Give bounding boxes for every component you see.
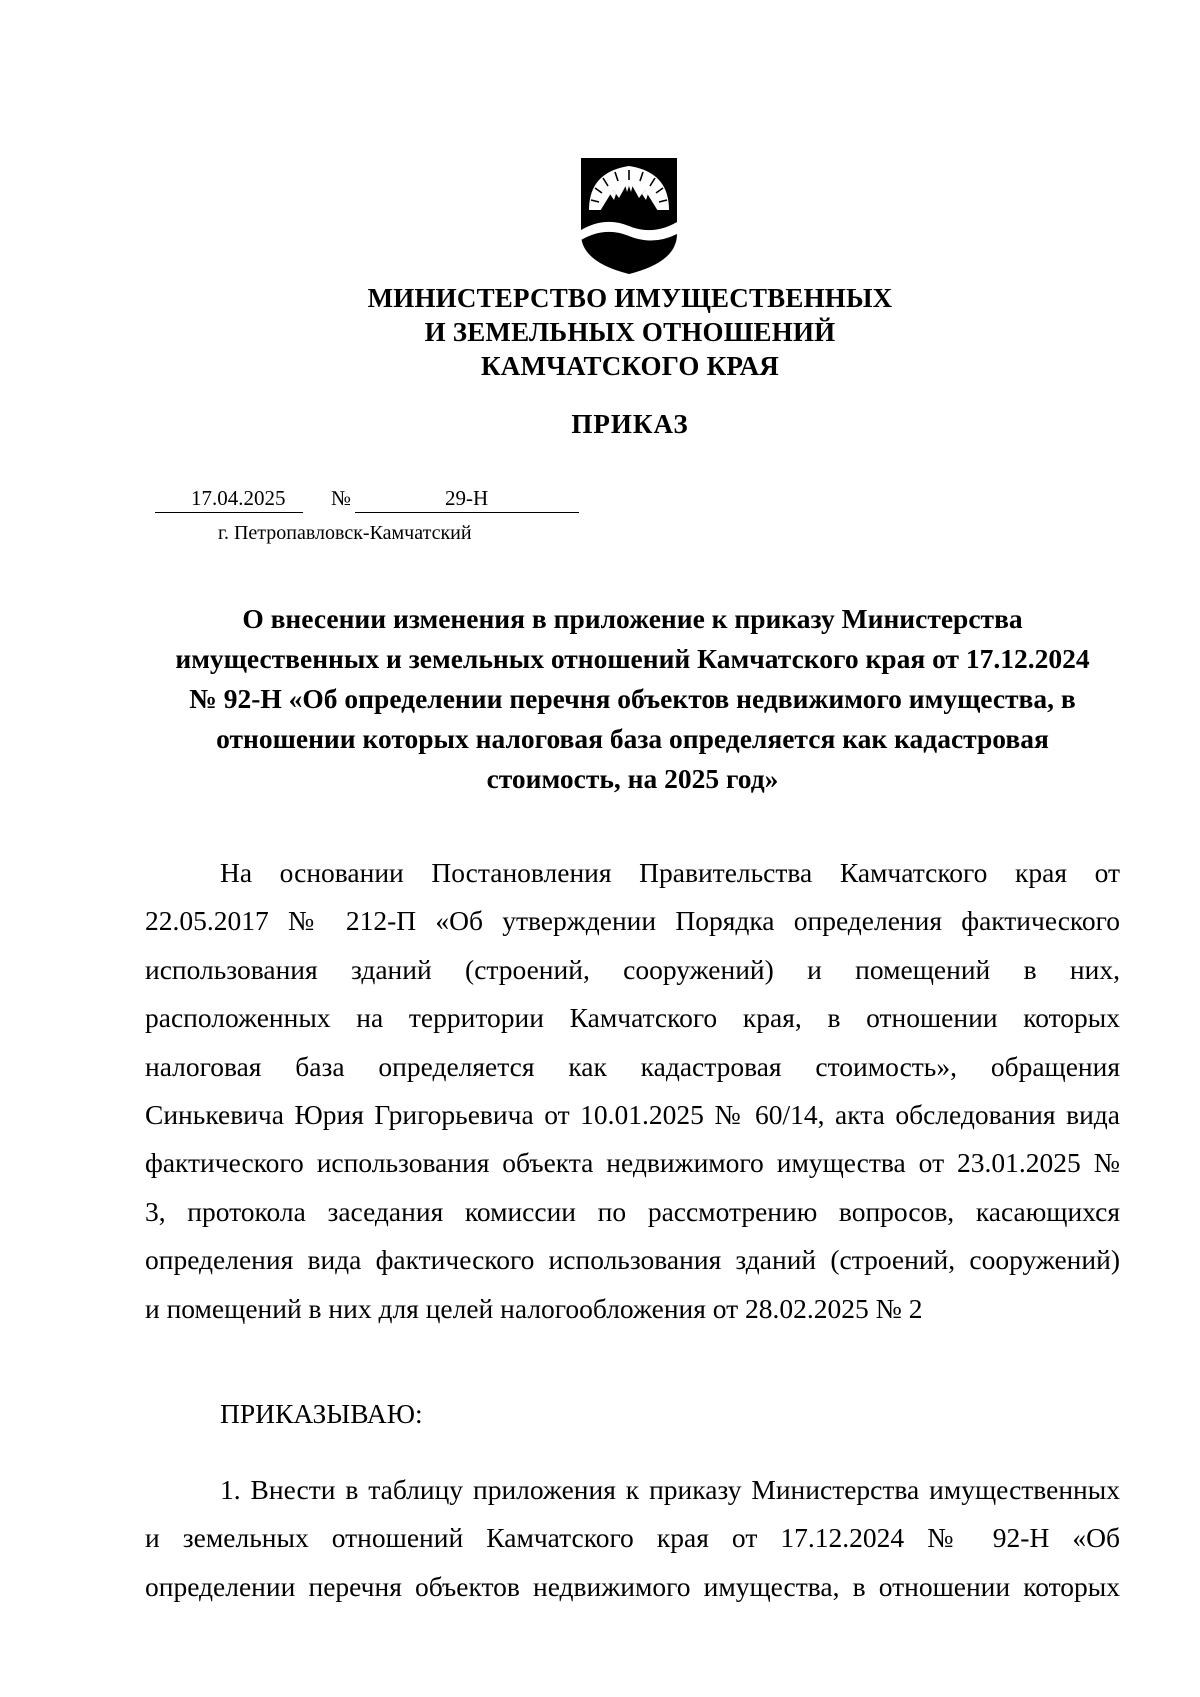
preamble-line: 3, протокола заседания комиссии по рассмотрению вопросов, касающихся — [145, 1195, 1120, 1227]
subject-line-3: № 92-Н «Об определении перечня объектов недвижимого имущества, в — [189, 683, 1076, 714]
item-1-line: определении перечня объектов недвижимого имущества, в отношении которых — [145, 1570, 1120, 1602]
coat-of-arms-emblem — [575, 150, 683, 278]
preamble-line: определения вида фактического использования зданий (строений, сооружений) — [145, 1244, 1120, 1276]
number-sign: № — [331, 486, 352, 510]
subject-line-4: отношении которых налоговая база определяется как кадастровая — [216, 723, 1049, 754]
order-date: 17.04.2025 — [191, 486, 286, 510]
city-name: г. Петропавловск-Камчатский — [218, 522, 472, 544]
preamble-paragraph — [145, 849, 1120, 1333]
ministry-line-3: КАМЧАТСКОГО КРАЯ — [481, 351, 779, 381]
preamble-line: расположенных на территории Камчатского края, в отношении которых — [145, 1002, 1120, 1034]
item-1-paragraph — [145, 1466, 1120, 1611]
preamble-line: На основании Постановления Правительства Камчатского края от — [220, 857, 1120, 888]
order-number: 29-Н — [445, 486, 489, 510]
preamble-line: налоговая база определяется как кадастровая стоимость», обращения — [145, 1050, 1120, 1082]
document-type: ПРИКАЗ — [571, 409, 689, 439]
ministry-line-2: И ЗЕМЕЛЬНЫХ ОТНОШЕНИЙ — [424, 317, 836, 347]
subject-line-2: имущественных и земельных отношений Камчатского края от 17.12.2024 — [175, 643, 1090, 674]
item-1-line: и земельных отношений Камчатского края от 17.12.2024 № 92-Н «Об — [145, 1522, 1120, 1554]
date-underline — [155, 512, 303, 513]
item-1-line: 1. Внести в таблицу приложения к приказу Министерства имущественных — [220, 1474, 1120, 1505]
order-subject — [145, 599, 1120, 799]
number-underline — [355, 512, 579, 513]
ministry-line-1: МИНИСТЕРСТВО ИМУЩЕСТВЕННЫХ — [367, 283, 893, 313]
subject-line-1: О внесении изменения в приложение к приказу Министерства — [242, 603, 1023, 634]
preamble-line: фактического использования объекта недвижимого имущества от 23.01.2025 № — [145, 1147, 1120, 1179]
preamble-line: Синькевича Юрия Григорьевича от 10.01.2025 № 60/14, акта обследования вида — [145, 1099, 1120, 1131]
preamble-line: использования зданий (строений, сооружений) и помещений в них, — [145, 953, 1120, 985]
preamble-line: 22.05.2017 № 212-П «Об утверждении Порядка определения фактического — [145, 905, 1120, 937]
subject-line-5: стоимость, на 2025 год» — [486, 763, 779, 794]
preamble-line: и помещений в них для целей налогообложения от 28.02.2025 № 2 — [145, 1292, 923, 1324]
ministry-name — [300, 281, 960, 383]
order-directive: ПРИКАЗЫВАЮ: — [220, 1398, 423, 1429]
